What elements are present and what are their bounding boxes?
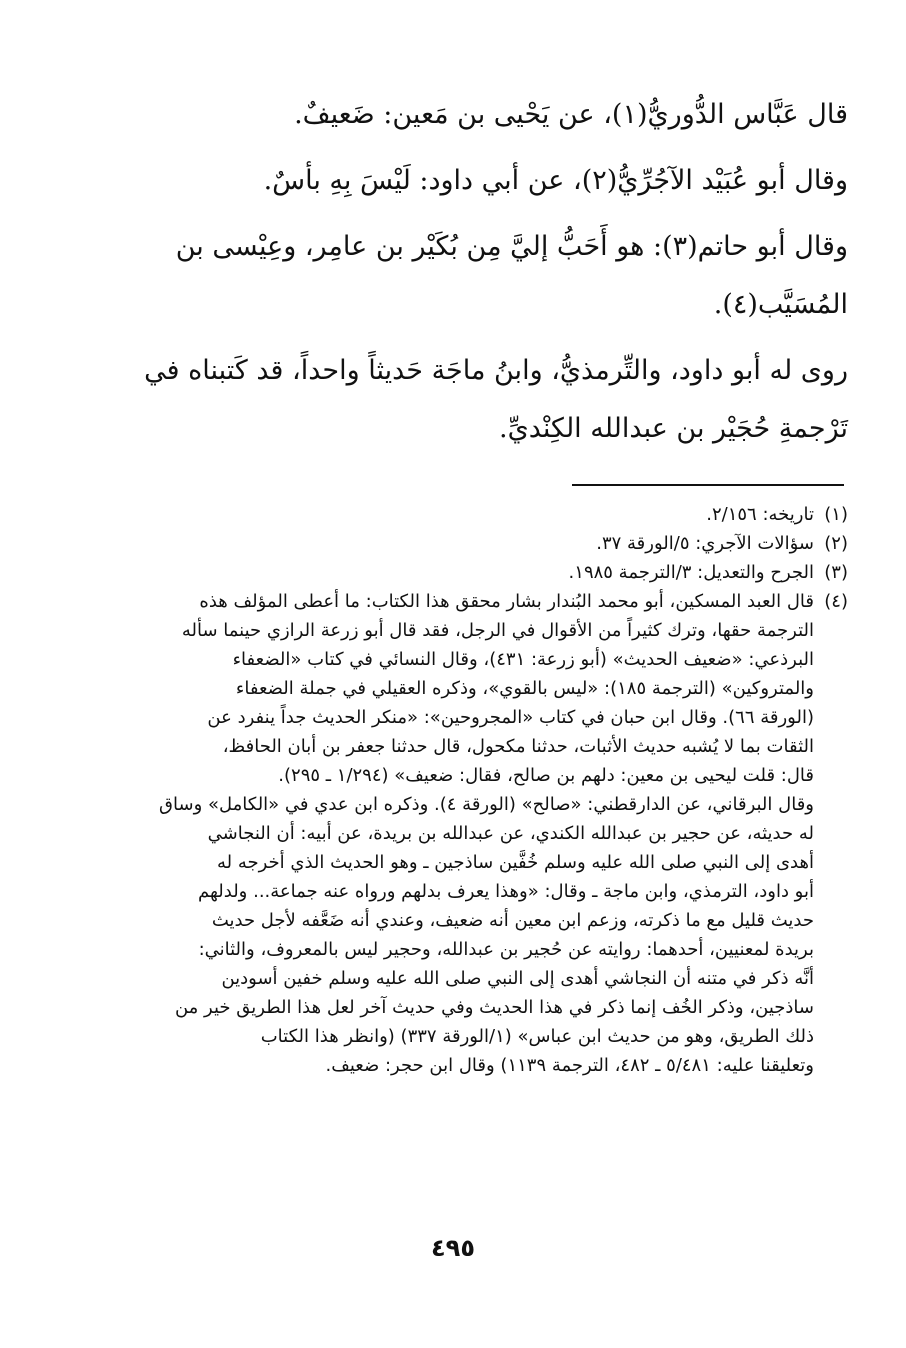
footnote-2 (58, 529, 848, 558)
footnote-line: الثقات بما لا يُشبه حديث الأثبات، حدثنا مكحول، قال حدثنا جعفر بن أبان الحافظ، (222, 736, 814, 757)
paragraph-1-line-1: قال عَبَّاس الدُّوريُّ(١)، عن يَحْيى بن مَعين: ضَعيفٌ. (294, 99, 848, 130)
footnote-line: قال: قلت ليحيى بن معين: دلهم بن صالح، فقال: ضعيف» (١/٢٩٤ ـ ٢٩٥). (278, 765, 814, 786)
paragraph-2-line-1: وقال أبو عُبَيْد الآجُرِّيُّ(٢)، عن أبي داود: لَيْسَ بِهِ بأسٌ. (263, 165, 848, 196)
paragraph-2 (58, 152, 848, 210)
footnote-line: حديث قليل مع ما ذكرته، وزعم ابن معين أنه ضعيف، وعندي أنه ضَعَّفه لأجل حديث (211, 910, 814, 931)
footnote-line: أهدى إلى النبي صلى الله عليه وسلم خُفَّين ساذجين ـ وهو الحديث الذي أخرجه له (216, 852, 814, 873)
paragraph-3 (58, 218, 848, 334)
footnote-line: الجرح والتعديل: ٣/الترجمة ١٩٨٥. (568, 562, 814, 583)
paragraph-1 (58, 86, 848, 144)
footnote-line: قال العبد المسكين، أبو محمد البُندار بشار محقق هذا الكتاب: ما أعطى المؤلف هذه (199, 591, 814, 612)
footnote-line: وتعليقنا عليه: ٥/٤٨١ ـ ٤٨٢، الترجمة ١١٣٩) وقال ابن حجر: ضعيف. (325, 1055, 814, 1076)
footnote-body (58, 500, 814, 529)
footnote-line: بريدة لمعنيين، أحدهما: روايته عن حُجير بن عبدالله، وحجير ليس بالمعروف، والثاني: (198, 939, 814, 960)
paragraph-3-line-2: المُسَيَّب(٤). (713, 289, 848, 320)
footnote-line: تاريخه: ٢/١٥٦. (706, 504, 814, 525)
footnote-number: (٣) (824, 562, 848, 583)
footnote-number: (١) (824, 504, 848, 525)
footnote-number: (٤) (824, 591, 848, 612)
footnote-line: البرذعي: «ضعيف الحديث» (أبو زرعة: ٤٣١)، وقال النسائي في كتاب «الضعفاء (232, 649, 814, 670)
footnote-line: أنَّه ذكر في متنه أن النجاشي أهدى إلى النبي صلى الله عليه وسلم خفين أسودين (221, 968, 814, 989)
paragraph-3-line-1: وقال أبو حاتم(٣): هو أَحَبُّ إليَّ مِن بُكَيْر بن عامِر، وعِيْسى بن (175, 231, 848, 262)
footnote-line: وقال البرقاني، عن الدارقطني: «صالح» (الورقة ٤). وذكره ابن عدي في «الكامل» وساق (159, 794, 814, 815)
footnote-body (58, 558, 814, 587)
footnote-line: (الورقة ٦٦). وقال ابن حبان في كتاب «المجروحين»: «منكر الحديث جداً ينفرد عن (207, 707, 814, 728)
footnote-1 (58, 500, 848, 529)
footnote-3 (58, 558, 848, 587)
page-number: ٤٩٥ (431, 1234, 475, 1262)
footnote-line: أبو داود، الترمذي، وابن ماجة ـ وقال: «وهذا يعرف بدلهم ورواه عنه جماعة... ولدلهم (197, 881, 814, 902)
footnote-line: ذلك الطريق، وهو من حديث ابن عباس» (١/الورقة ٣٣٧) (وانظر هذا الكتاب (260, 1026, 814, 1047)
footnote-line: ساذجين، وذكر الخُف إنما ذكر في هذا الحديث وفي حديث آخر لعل هذا الطريق خير من (174, 997, 814, 1018)
footnote-separator (572, 484, 844, 486)
footnote-line: له حديثه، عن حجير بن عبدالله الكندي، عن عبدالله بن بريدة، عن أبيه: أن النجاشي (207, 823, 814, 844)
paragraph-4 (58, 342, 848, 458)
footnote-line: سؤالات الآجري: ٥/الورقة ٣٧. (596, 533, 814, 554)
footnote-line: والمتروكين» (الترجمة ١٨٥): «ليس بالقوي»، وذكره العقيلي في جملة الضعفاء (235, 678, 814, 699)
main-text (58, 86, 848, 466)
footnote-line: الترجمة حقها، وترك كثيراً من الأقوال في الرجل، فقد قال أبو زرعة الرازي حينما سأله (181, 620, 814, 641)
footnote-body (58, 587, 814, 1080)
footnote-number: (٢) (824, 533, 848, 554)
paragraph-4-line-1: روى له أبو داود، والتِّرمذيُّ، وابنُ ماجَة حَديثاً واحداً، قد كَتبناه في (144, 355, 848, 386)
paragraph-4-line-2: تَرْجمةِ حُجَيْر بن عبدالله الكِنْديِّ. (499, 413, 848, 444)
footnote-body (58, 529, 814, 558)
footnote-4 (58, 587, 848, 1080)
footnotes (58, 500, 848, 1080)
